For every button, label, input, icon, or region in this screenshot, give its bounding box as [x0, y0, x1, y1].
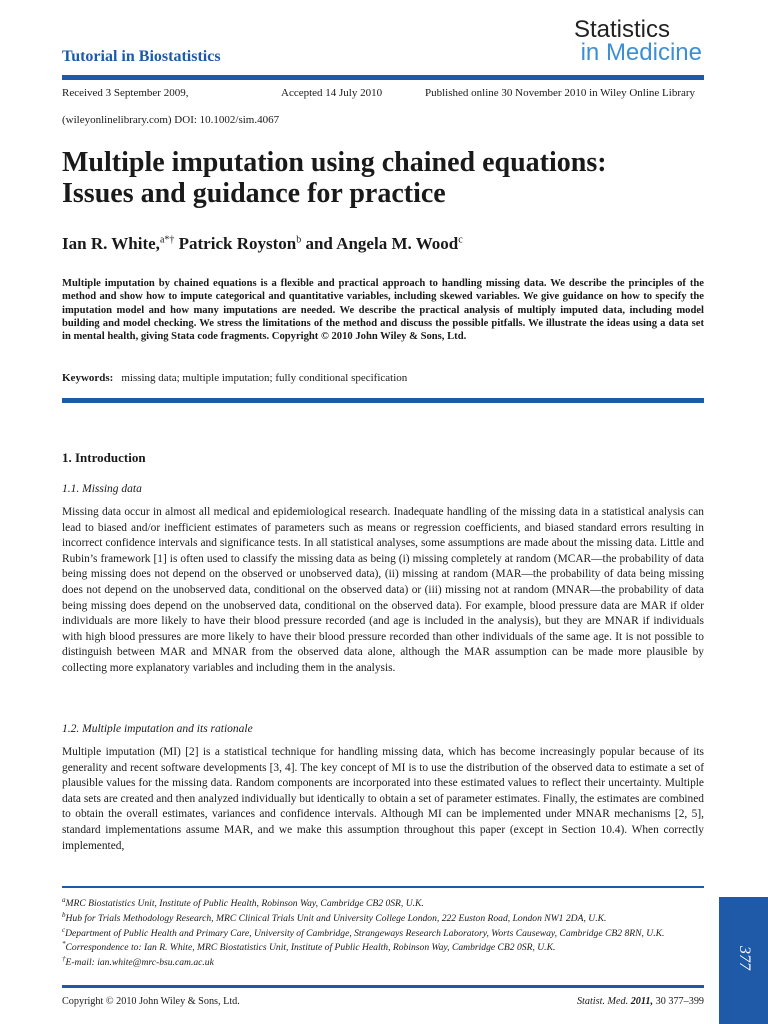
- footnote-text: MRC Biostatistics Unit, Institute of Public Health, Robinson Way, Cambridge CB2 0SR, U.K.: [65, 898, 424, 910]
- page-number: 377: [736, 946, 753, 970]
- citation: [577, 996, 704, 1007]
- footnote-rule: [62, 886, 704, 888]
- journal-logo-line2: in Medicine: [580, 39, 702, 66]
- footnote: [62, 895, 704, 910]
- author-joiner: and: [305, 234, 333, 253]
- footnote-mark: a: [62, 896, 66, 904]
- journal-year: 2011,: [630, 996, 654, 1007]
- author-list: [62, 234, 463, 254]
- author-name: Ian R. White,: [62, 234, 160, 253]
- published-date: Published online 30 November 2010 in Wiley Online Library: [425, 87, 696, 99]
- keywords-value: missing data; multiple imputation; fully conditional specification: [121, 372, 408, 384]
- title-line-2: Issues and guidance for practice: [62, 178, 446, 209]
- footnote-mark: c: [62, 925, 66, 934]
- footnote: [62, 910, 704, 925]
- footnote-mark: †: [62, 955, 66, 964]
- abstract-rule: [62, 398, 704, 403]
- footnote-text: Hub for Trials Methodology Research, MRC Clinical Trials Unit and University College London, 222 Euston Road, London NW1 2DA, U.K.: [65, 912, 607, 924]
- copyright: Copyright © 2010 John Wiley & Sons, Ltd.: [62, 996, 240, 1007]
- footnote-text: Department of Public Health and Primary Care, University of Cambridge, Strangeways Research Laboratory, Worts Causeway, Cambridge CB2 8RN, U.K.: [65, 927, 665, 939]
- author-affiliation-mark: b: [296, 234, 302, 246]
- footnote-mark: *: [62, 940, 66, 949]
- footnote-mark: b: [62, 910, 66, 919]
- footer-rule: [62, 985, 704, 988]
- footnote: [62, 954, 704, 969]
- series-label: Tutorial in Biostatistics: [62, 48, 221, 65]
- footnote: [62, 925, 704, 940]
- title-line-1: Multiple imputation using chained equations:: [62, 147, 607, 178]
- footnote-text: Correspondence to: Ian R. White, MRC Biostatistics Unit, Institute of Public Health, Robinson Way, Cambridge CB2 0SR, U.K.: [65, 942, 556, 954]
- subsection-heading: 1.2. Multiple imputation and its rationale: [62, 723, 253, 735]
- footnote-text: E-mail: ian.white@mrc-bsu.cam.ac.uk: [65, 957, 214, 969]
- author-affiliation-mark: c: [458, 234, 463, 246]
- author-name: Angela M. Wood: [336, 234, 459, 253]
- received-date: Received 3 September 2009,: [62, 87, 189, 99]
- author-affiliation-mark: a*†: [159, 234, 175, 246]
- accepted-date: Accepted 14 July 2010: [281, 87, 383, 99]
- volume-pages: 30 377–399: [655, 996, 704, 1007]
- article-title: [62, 147, 702, 209]
- journal-abbrev: Statist. Med.: [576, 996, 629, 1007]
- abstract: Multiple imputation by chained equations is a flexible and practical approach to handling missing data. We describe the principles of the method and show how to impute categorical and quantitative variables, including skewed variables. We give guidance on how to specify the imputation model and how many imputations are needed. We describe the practical analysis of multiply imputed data, including model building and model checking. We stress the limitations of the method and discuss the possible pitfalls. We illustrate the ideas using a data set in mental health, giving Stata code fragments. Copyright © 2010 John Wiley & Sons, Ltd.: [62, 278, 704, 343]
- keywords-label: Keywords:: [62, 372, 114, 384]
- body-paragraph: Multiple imputation (MI) [2] is a statistical technique for handling missing data, which has become increasingly popular because of its generality and recent software developments [3, 4]. The key concept of MI is to use the distribution of the observed data to estimate a set of plausible values for the missing data. Random components are incorporated into these estimated values to reflect their uncertainty. Multiple data sets are created and then analyzed individually but identically to obtain a set of parameter estimates. Finally, the estimates are combined to obtain the overall estimates, variances and confidence intervals. Although MI can be implemented under MNAR mechanisms [2, 5], standard implementations assume MAR, and we make this assumption throughout this paper (except in Section 10.4). When correctly implemented,: [62, 746, 704, 852]
- body-paragraph: Missing data occur in almost all medical and epidemiological research. Inadequate handling of the missing data in a statistical analysis can lead to biased and/or inefficient estimates of parameters such as means or regression coefficients, and biased standard errors resulting in incorrect confidence intervals and significance tests. In all statistical analyses, some assumptions are made about the missing data. Little and Rubin’s framework [1] is often used to classify the missing data as being (i) missing completely at random (MCAR—the probability of data being missing does not depend on the observed or unobserved data), (ii) missing at random (MAR—the probability of data being missing does not depend on the unobserved data, conditional on the observed data) or (iii) missing not at random (MNAR—the probability of data being missing does depend on the unobserved data, conditional on the observed data). For example, blood pressure data are MAR if older individuals are more likely to have their blood pressure recorded (and age is included in the analysis), but they are MNAR if individuals with high blood pressures are more likely to have their blood pressure recorded than other individuals of the same age. It is not possible to distinguish between MAR and MNAR from the observed data alone, although the MAR assumption can be made more plausible by collecting more explanatory variables and including them in the analysis.: [62, 506, 704, 674]
- journal-logo-line1: Statistics: [573, 16, 670, 43]
- header-rule: [62, 75, 704, 80]
- doi-line: (wileyonlinelibrary.com) DOI: 10.1002/sim.4067: [62, 114, 280, 126]
- subsection-heading: 1.1. Missing data: [62, 483, 142, 495]
- footnote: [62, 939, 704, 954]
- section-heading: 1. Introduction: [62, 450, 146, 465]
- footnotes: [62, 895, 704, 969]
- author-name: Patrick Royston: [178, 234, 297, 253]
- keywords-line: [62, 372, 407, 384]
